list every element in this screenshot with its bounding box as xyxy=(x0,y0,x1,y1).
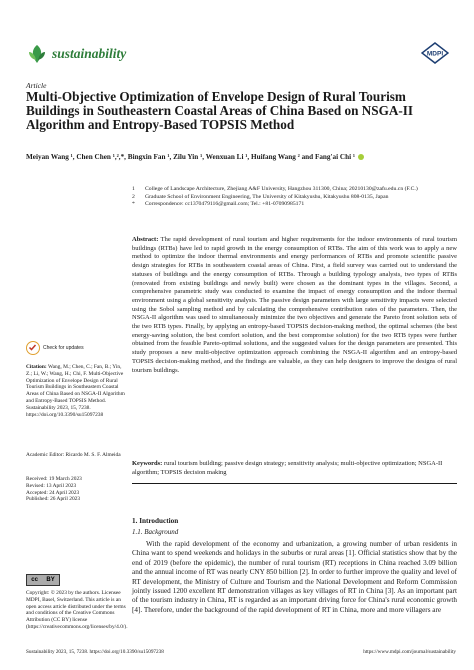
cc-icon: cc xyxy=(31,577,38,583)
section-divider xyxy=(132,483,457,484)
orcid-icon[interactable] xyxy=(358,154,364,160)
affiliation-item: 2 Graduate School of Environment Engineering, The University of Kitakyushu, Kitakyushu 808-0135, Japan xyxy=(132,193,389,200)
abstract-label: Abstract: xyxy=(132,236,159,243)
publication-dates xyxy=(26,476,126,503)
cc-by-license-badge[interactable] xyxy=(26,574,60,586)
published-date: Published: 26 April 2023 xyxy=(26,496,81,503)
page-footer xyxy=(26,649,456,655)
citation-text: Wang, M.; Chen, C.; Fan, B.; Yin, Z.; Li, W.; Wang, H.; Chi, F. Multi-Objective Optimization of Envelope Design of Rural Tourism Buildings in Southeastern Coastal Areas of China Based on NSGA-II Algorithm and Entropy-Based TOPSIS Method. Sustainability 2023, 15, 7238. https://doi.org/10.3390/su15097238 xyxy=(26,364,125,418)
abstract xyxy=(132,236,457,375)
subsection-heading: 1.1. Background xyxy=(132,528,179,536)
journal-name: sustainability xyxy=(52,46,127,61)
leaf-icon xyxy=(26,43,48,65)
academic-editor: Academic Editor: Ricardo M. S. F. Almeida xyxy=(26,452,121,458)
accepted-date: Accepted: 24 April 2023 xyxy=(26,489,80,496)
introduction-text: With the rapid development of the economy and urbanization, a growing number of urban residents in China want to spend weekends and holidays in the suburbs or rural areas [1]. Official statistics show that by the end of 2019 (before the epidemic), the number of rural tourism (RT) receptions in China reached 3.09 billion and the annual income of RT was nearly CNY 850 billion [2]. In order to further improve the quality and level of RT development, the Ministry of Culture and Tourism and the National Development and Reform Commission jointly issued 1200 excellent RT demonstration villages as key villages of RT in China [3]. As an important part of the tourism industry in China, RT is regarded as an important driving force for China's rural economic growth [4]. Therefore, under the background of the rapid development of RT in China, more and more villagers are xyxy=(132,540,457,614)
affiliations xyxy=(132,186,457,209)
publisher-name: MDPI xyxy=(426,50,444,58)
citation-label: Citation: xyxy=(26,364,47,370)
copyright-notice: Copyright: © 2023 by the authors. Licensee MDPI, Basel, Switzerland. This article is an open access article distributed under the terms and conditions of the Creative Commons Attribution (CC BY) license (https://creativecommons.org/licenses/by/4.0/). xyxy=(26,590,128,630)
footer-citation: Sustainability 2023, 15, 7238. https://doi.org/10.3390/su15097238 xyxy=(26,649,164,655)
affiliation-item: 1 College of Landscape Architecture, Zhejiang A&F University, Hangzhou 311300, China; 20210130@zafu.edu.cn (F.C.) xyxy=(132,186,418,192)
article-type: Article xyxy=(26,81,47,90)
authors-text: Meiyan Wang ¹, Chen Chen ¹,²,*, Bingxin Fan ¹, Zilu Yin ¹, Wenxuan Li ¹, Huifang Wang ² and Fang'ai Chi ¹ xyxy=(26,153,356,161)
citation xyxy=(26,364,126,418)
journal-logo xyxy=(26,40,166,68)
check-updates-icon xyxy=(26,341,40,355)
author-list xyxy=(26,153,456,162)
by-icon: BY xyxy=(46,577,55,583)
check-updates-text: Check for updates xyxy=(43,345,84,351)
keywords xyxy=(132,460,457,477)
keywords-label: Keywords: xyxy=(132,460,163,467)
correspondence: * Correspondence: cc1370479116@gmail.com; Tel.: +81-07090985171 xyxy=(132,201,305,208)
check-for-updates-badge[interactable] xyxy=(26,338,126,358)
revised-date: Revised: 13 April 2023 xyxy=(26,482,77,489)
paper-title: Multi-Objective Optimization of Envelope Design of Rural Tourism Buildings in Southeastern Coastal Areas of China Based on NSGA-II Algorithm and Entropy-Based TOPSIS Method xyxy=(26,89,414,132)
received-date: Received: 19 March 2023 xyxy=(26,476,82,482)
section-heading: 1. Introduction xyxy=(132,517,179,525)
abstract-text: The rapid development of rural tourism and higher requirements for the indoor environments of rural tourism buildings (RTBs) have led to rapid growth in the energy consumption of RTBs. The aim of this work was to apply a new method to optimize the indoor thermal environments and energy performances of RTBs and promote scientific passive design strategies for RTBs in southeastern coastal areas of China. First, a field survey was carried out to understand the statuses of buildings and the energy consumption of RTBs. Through a building typology analysis, two types of RTBs (renovated from existing buildings and newly built) were chosen as the dominant types in the villages. Second, a comprehensive parametric study was conducted to examine the impact of energy consumption and the indoor thermal environment using a global sensitivity analysis. The passive design parameters with large sensitivity impacts were selected using the Sobol sampling method and by calculating the comprehensive contribution rates of the parameters. Then, the NSGA-II algorithm was used to simultaneously minimize the two objectives and generate the Pareto front solution sets of the two RTB types. Finally, by applying an entropy-based TOPSIS decision-making method, the optimal schemes (the best energy-saving solution, the best comfort solution, and the best compromise solution) for the two RTB types were further obtained from the feasible Pareto-optimal solutions, and the suggested values for the design parameters are presented. This study proposes a new multi-objective optimization approach combining the NSGA-II algorithm and an entropy-based TOPSIS decision-making method, and the findings are valuable, as they can help designers to improve the designs of rural tourism buildings. xyxy=(132,236,457,374)
keywords-text: rural tourism building; passive design strategy; sensitivity analysis; multi-objective optimization; NSGA-II algorithm; TOPSIS decision making xyxy=(132,460,443,476)
footer-journal-link[interactable]: https://www.mdpi.com/journal/sustainability xyxy=(363,649,456,655)
mdpi-logo xyxy=(421,42,449,64)
